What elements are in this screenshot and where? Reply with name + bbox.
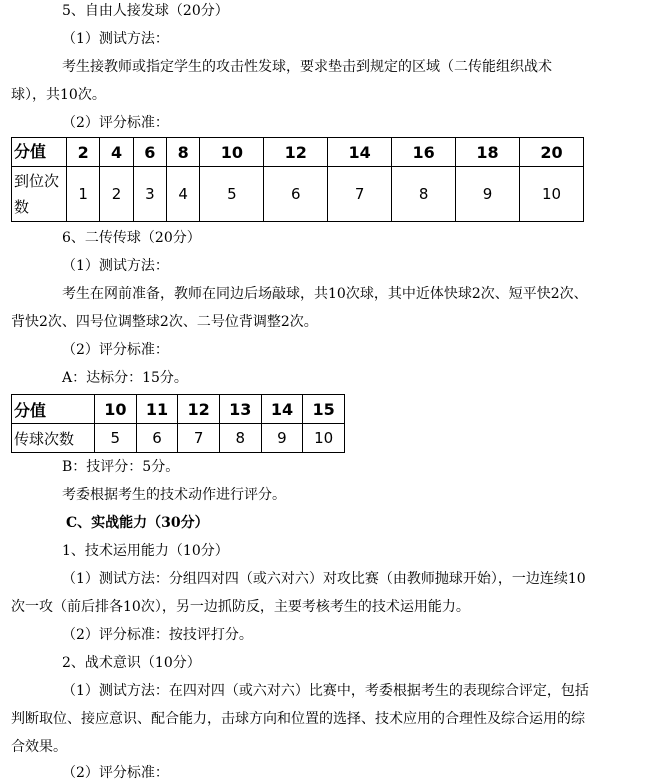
item-1-method: （1）测试方法：分组四对四（或六对六）对攻比赛（由教师抛球开始），一边连续10 xyxy=(62,571,586,587)
table-row xyxy=(12,138,584,167)
count-cell: 5 xyxy=(95,424,137,453)
table-row xyxy=(12,395,345,424)
section-6-part-a: A：达标分：15分。 xyxy=(62,370,188,386)
section-6-method-title: （1）测试方法： xyxy=(62,258,169,274)
count-cell: 8 xyxy=(392,167,456,222)
section-6-heading: 6、二传传球（20分） xyxy=(62,230,201,246)
section-6-score-table xyxy=(11,394,345,453)
item-2-criteria: （2）评分标准： xyxy=(62,765,169,781)
score-cell: 14 xyxy=(328,138,392,167)
section-6-part-b: B：技评分：5分。 xyxy=(62,459,180,475)
score-cell: 4 xyxy=(100,138,133,167)
count-cell: 3 xyxy=(133,167,166,222)
table-row xyxy=(12,167,584,222)
item-1-heading: 1、技术运用能力（10分） xyxy=(62,543,229,559)
score-cell: 18 xyxy=(456,138,520,167)
section-5-heading: 5、自由人接发球（20分） xyxy=(62,3,229,19)
score-cell: 10 xyxy=(95,395,137,424)
table-row xyxy=(12,424,345,453)
row-label-score: 分值 xyxy=(12,138,67,167)
section-6-part-b-text: 考委根据考生的技术动作进行评分。 xyxy=(62,487,286,503)
count-cell: 10 xyxy=(303,424,345,453)
section-5-score-table xyxy=(11,137,584,222)
section-5-method-text-cont: 球），共10次。 xyxy=(11,87,106,103)
item-1-method-cont: 次一攻（前后排各10次），另一边抓防反，主要考核考生的技术运用能力。 xyxy=(11,599,470,615)
item-2-method-cont-2: 合效果。 xyxy=(11,739,67,755)
section-6-method-text: 考生在网前准备，教师在同边后场敲球，共10次球，其中近体快球2次、短平快2次、 xyxy=(62,286,588,302)
row-label-count: 到位次数 xyxy=(12,167,67,222)
score-cell: 15 xyxy=(303,395,345,424)
count-cell: 1 xyxy=(67,167,100,222)
item-2-heading: 2、战术意识（10分） xyxy=(62,655,201,671)
score-cell: 12 xyxy=(178,395,220,424)
count-cell: 7 xyxy=(178,424,220,453)
count-cell: 4 xyxy=(167,167,200,222)
item-2-method-cont: 判断取位、接应意识、配合能力，击球方向和位置的选择、技术应用的合理性及综合运用的综 xyxy=(11,711,585,727)
count-cell: 9 xyxy=(456,167,520,222)
section-6-criteria-title: （2）评分标准： xyxy=(62,342,169,358)
count-cell: 5 xyxy=(200,167,264,222)
score-cell: 13 xyxy=(219,395,261,424)
score-cell: 16 xyxy=(392,138,456,167)
section-5-method-text: 考生接教师或指定学生的攻击性发球，要求垫击到规定的区域（二传能组织战术 xyxy=(62,59,552,75)
count-cell: 6 xyxy=(136,424,178,453)
count-cell: 8 xyxy=(219,424,261,453)
score-cell: 20 xyxy=(519,138,583,167)
section-5-criteria-title: （2）评分标准： xyxy=(62,115,169,131)
score-cell: 12 xyxy=(264,138,328,167)
score-cell: 8 xyxy=(167,138,200,167)
section-5-method-title: （1）测试方法： xyxy=(62,31,169,47)
score-cell: 6 xyxy=(133,138,166,167)
score-cell: 14 xyxy=(261,395,303,424)
count-cell: 7 xyxy=(328,167,392,222)
row-label-score: 分值 xyxy=(12,395,95,424)
section-6-method-text-cont: 背快2次、四号位调整球2次、二号位背调整2次。 xyxy=(11,314,318,330)
count-cell: 10 xyxy=(519,167,583,222)
score-cell: 2 xyxy=(67,138,100,167)
item-1-criteria: （2）评分标准：按技评打分。 xyxy=(62,627,253,643)
count-cell: 6 xyxy=(264,167,328,222)
score-cell: 10 xyxy=(200,138,264,167)
row-label-count: 传球次数 xyxy=(12,424,95,453)
count-cell: 9 xyxy=(261,424,303,453)
count-cell: 2 xyxy=(100,167,133,222)
section-c-heading: C、实战能力（30分） xyxy=(66,515,209,531)
item-2-method: （1）测试方法：在四对四（或六对六）比赛中，考委根据考生的表现综合评定，包括 xyxy=(62,683,589,699)
score-cell: 11 xyxy=(136,395,178,424)
